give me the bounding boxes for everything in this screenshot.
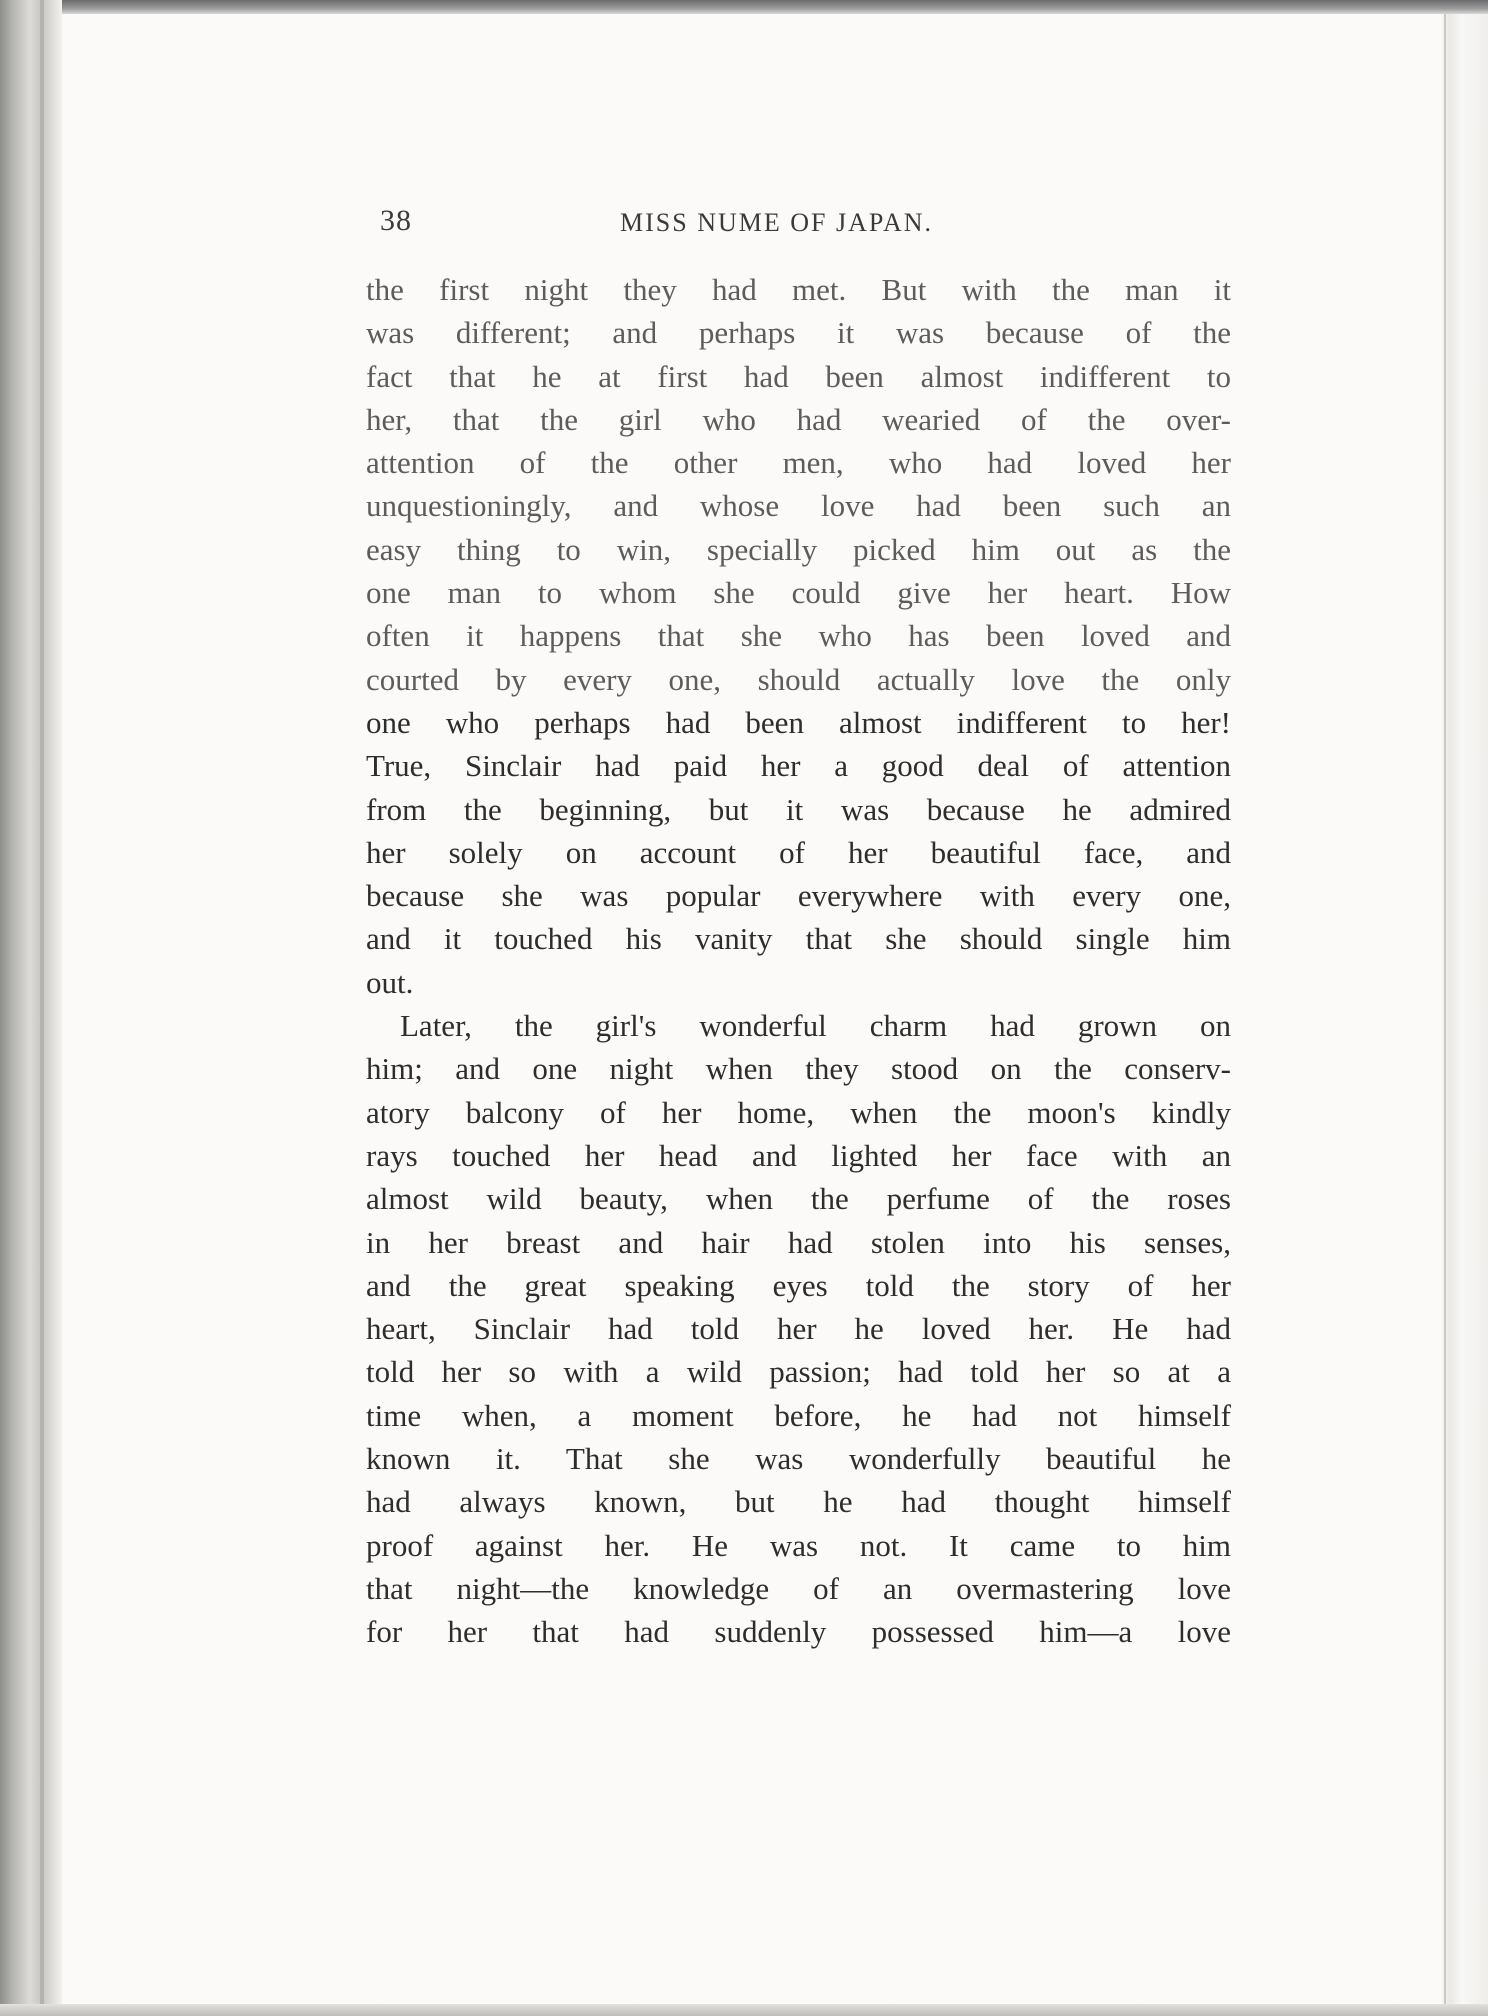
text-line: her solely on account of her beautiful face, and [366,834,1231,870]
body-text [366,268,1231,1654]
running-header [380,200,1010,250]
text-line: out. [366,964,414,1000]
text-line: and it touched his vanity that she should single him [366,921,1231,957]
text-line: one who perhaps had been almost indifferent to her! [366,704,1231,740]
text-line: the first night they had met. But with the man it [366,272,1231,307]
text-line: unquestioningly, and whose love had been such an [366,488,1231,524]
text-line: easy thing to win, specially picked him out as the [366,531,1231,567]
text-line: almost wild beauty, when the perfume of the roses [366,1181,1231,1217]
text-line: often it happens that she who has been loved and [366,618,1231,654]
text-line: True, Sinclair had paid her a good deal of attention [366,748,1231,784]
text-line: was different; and perhaps it was because of the [366,315,1231,351]
running-title: MISS NUME OF JAPAN. [620,208,934,237]
text-line: for her that had suddenly possessed him—a love [366,1614,1231,1650]
text-line: and the great speaking eyes told the story of her [366,1267,1231,1303]
text-line: had always known, but he had thought himself [366,1484,1231,1520]
text-line: proof against her. He was not. It came to him [366,1527,1231,1563]
text-line: known it. That she was wonderfully beautiful he [366,1441,1231,1477]
page-bottom-edge [0,2004,1488,2016]
book-spine-edge [0,0,62,2016]
text-line: one man to whom she could give her heart. How [366,575,1231,611]
text-line: heart, Sinclair had told her he loved her. He had [366,1311,1231,1347]
text-line: from the beginning, but it was because he admired [366,791,1231,827]
text-line: in her breast and hair had stolen into his senses, [366,1224,1231,1260]
paragraph-first-line: Later, the girl's wonderful charm had grown on [400,1008,1231,1044]
page-top-edge [0,0,1488,14]
text-line: because she was popular everywhere with every one, [366,878,1231,914]
text-line: attention of the other men, who had loved her [366,445,1231,481]
text-line: rays touched her head and lighted her face with an [366,1137,1231,1173]
text-line: him; and one night when they stood on the conserv- [366,1051,1231,1087]
text-line: that night—the knowledge of an overmastering love [366,1570,1231,1606]
page-number: 38 [380,204,412,237]
text-line: atory balcony of her home, when the moon's kindly [366,1094,1231,1130]
text-line: courted by every one, should actually love the only [366,661,1231,697]
text-line: fact that he at first had been almost indifferent to [366,358,1231,394]
text-line: told her so with a wild passion; had told her so at a [366,1354,1231,1390]
text-line: time when, a moment before, he had not himself [366,1397,1231,1433]
page-right-edge [1442,14,1488,2016]
text-line: her, that the girl who had wearied of the over- [366,401,1231,437]
